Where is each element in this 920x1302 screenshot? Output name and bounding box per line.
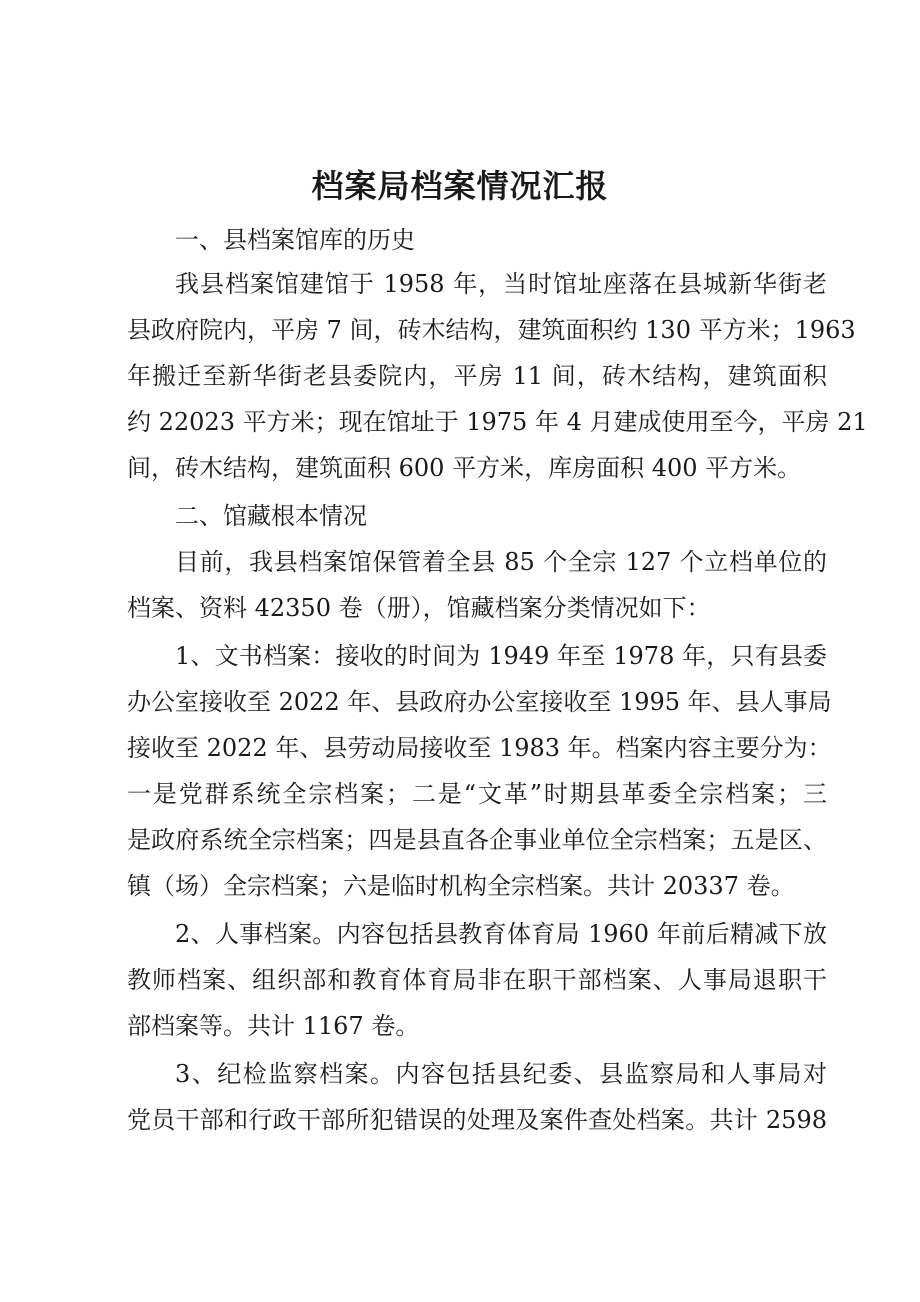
document-title: 档案局档案情况汇报 <box>311 167 609 205</box>
paragraph-line: 1、文书档案：接收的时间为 1949 年至 1978 年，只有县委 <box>175 642 827 670</box>
paragraph-line: 间，砖木结构，建筑面积 600 平方米，库房面积 400 平方米。 <box>127 454 802 482</box>
paragraph-line: 我县档案馆建馆于 1958 年，当时馆址座落在县城新华街老 <box>175 270 827 298</box>
paragraph-line: 3、纪检监察档案。内容包括县纪委、县监察局和人事局对 <box>175 1060 827 1088</box>
paragraph-line: 2、人事档案。内容包括县教育体育局 1960 年前后精减下放 <box>175 920 827 948</box>
paragraph-line: 一是党群系统全宗档案；二是“文革”时期县革委全宗档案；三 <box>127 780 827 808</box>
paragraph-line: 年搬迁至新华街老县委院内，平房 11 间，砖木结构，建筑面积 <box>127 362 827 390</box>
paragraph-line: 接收至 2022 年、县劳动局接收至 1983 年。档案内容主要分为： <box>127 734 832 762</box>
paragraph-line: 办公室接收至 2022 年、县政府办公室接收至 1995 年、县人事局 <box>127 688 832 716</box>
paragraph-line: 目前，我县档案馆保管着全县 85 个全宗 127 个立档单位的 <box>175 548 827 576</box>
section-heading: 一、县档案馆库的历史 <box>175 226 415 254</box>
paragraph-line: 教师档案、组织部和教育体育局非在职干部档案、人事局退职干 <box>127 966 827 994</box>
paragraph-line: 是政府系统全宗档案；四是县直各企事业单位全宗档案；五是区、 <box>127 826 827 854</box>
paragraph-line: 档案、资料 42350 卷（册），馆藏档案分类情况如下： <box>127 594 711 622</box>
paragraph-line: 县政府院内，平房 7 间，砖木结构，建筑面积约 130 平方米；1963 <box>127 316 856 344</box>
paragraph-line: 约 22023 平方米；现在馆址于 1975 年 4 月建成使用至今，平房 21 <box>127 408 868 436</box>
paragraph-line: 部档案等。共计 1167 卷。 <box>127 1012 420 1040</box>
section-heading: 二、馆藏根本情况 <box>175 502 367 530</box>
paragraph-line: 镇（场）全宗档案；六是临时机构全宗档案。共计 20337 卷。 <box>127 872 795 900</box>
paragraph-line: 党员干部和行政干部所犯错误的处理及案件查处档案。共计 2598 <box>127 1106 827 1134</box>
